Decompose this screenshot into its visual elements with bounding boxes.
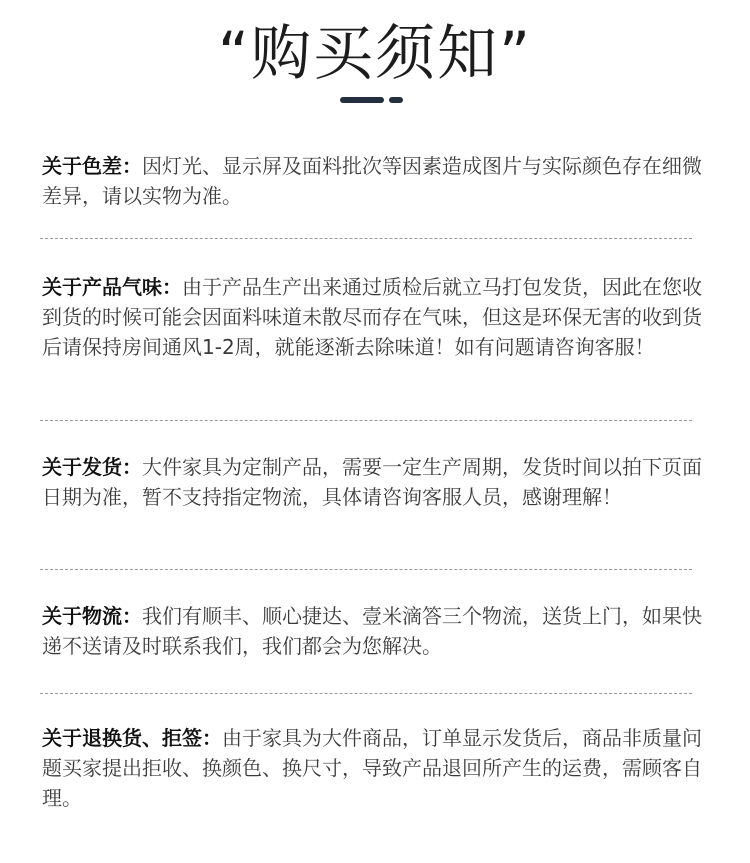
section-label: 关于物流： bbox=[42, 604, 142, 628]
section-text: 由于产品生产出来通过质检后就立马打包发货，因此在您收到货的时候可能会因面料味道未散尽而存在气味，但这是环保无害的收到货后请保持房间通风1-2周，就能逐渐去除味道！如有问题请咨询客服！ bbox=[42, 275, 702, 359]
page-title: “购买须知” bbox=[217, 19, 533, 89]
section-color-difference bbox=[42, 151, 702, 211]
section-shipping bbox=[42, 452, 702, 512]
section-returns-refusal bbox=[42, 723, 702, 813]
section-label: 关于退换货、拒签： bbox=[42, 726, 222, 750]
section-divider bbox=[40, 569, 692, 570]
section-label: 关于发货： bbox=[42, 455, 142, 479]
title-underline-bar-short bbox=[389, 97, 403, 103]
section-text: 大件家具为定制产品，需要一定生产周期，发货时间以拍下页面日期为准，暂不支持指定物流，具体请咨询客服人员，感谢理解！ bbox=[42, 455, 702, 509]
section-divider bbox=[40, 420, 692, 421]
section-text: 由于家具为大件商品，订单显示发货后，商品非质量问题买家提出拒收、换颜色、换尺寸，导致产品退回所产生的运费，需顾客自理。 bbox=[42, 726, 702, 810]
section-label: 关于产品气味： bbox=[42, 275, 182, 299]
section-label: 关于色差： bbox=[42, 154, 142, 178]
section-logistics bbox=[42, 601, 702, 661]
section-divider bbox=[40, 238, 692, 239]
section-text: 我们有顺丰、顺心捷达、壹米滴答三个物流，送货上门，如果快递不送请及时联系我们，我们都会为您解决。 bbox=[42, 604, 702, 658]
section-product-odor bbox=[42, 272, 702, 362]
title-underline-bar-long bbox=[340, 97, 384, 103]
section-text: 因灯光、显示屏及面料批次等因素造成图片与实际颜色存在细微差异，请以实物为准。 bbox=[42, 154, 702, 208]
section-divider bbox=[40, 693, 692, 694]
